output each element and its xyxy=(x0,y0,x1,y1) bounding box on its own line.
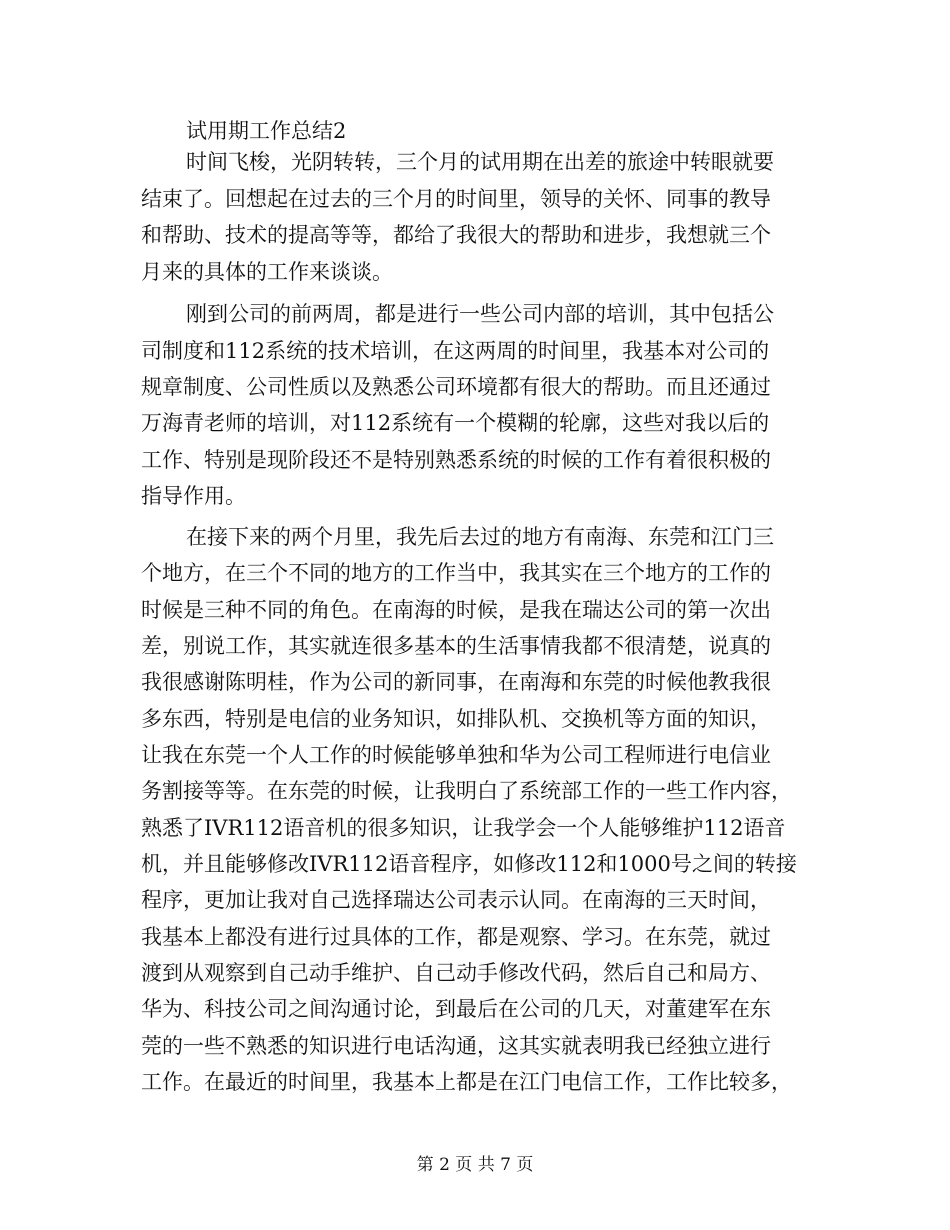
page-number-footer: 第 2 页 共 7 页 xyxy=(416,1155,534,1175)
text-line: 和帮助、技术的提高等等，都给了我很大的帮助和进步，我想就三个 xyxy=(141,223,771,247)
text-line: 时间飞梭，光阴转转，三个月的试用期在出差的旅途中转眼就要 xyxy=(186,150,774,174)
text-line: 华为、科技公司之间沟通讨论，到最后在公司的几天，对董建军在东 xyxy=(141,997,771,1021)
text-line: 我很感谢陈明桂，作为公司的新同事，在南海和东莞的时候他教我很 xyxy=(141,670,771,694)
text-line: 规章制度、公司性质以及熟悉公司环境都有很大的帮助。而且还通过 xyxy=(141,375,771,399)
text-line: 工作、特别是现阶段还不是特别熟悉系统的时候的工作有着很积极的 xyxy=(141,448,771,472)
text-line: 我基本上都没有进行过具体的工作，都是观察、学习。在东莞，就过 xyxy=(141,925,771,949)
text-line: 指导作用。 xyxy=(141,484,246,508)
text-line: 司制度和112系统的技术培训，在这两周的时间里，我基本对公司的 xyxy=(141,339,770,363)
text-line: 莞的一些不熟悉的知识进行电话沟通，这其实就表明我已经独立进行 xyxy=(141,1034,771,1058)
text-line: 熟悉了IVR112语音机的很多知识，让我学会一个人能够维护112语音 xyxy=(141,816,786,840)
text-line: 个地方，在三个不同的地方的工作当中，我其实在三个地方的工作的 xyxy=(141,561,771,585)
text-line: 机，并且能够修改IVR112语音程序，如修改112和1000号之间的转接 xyxy=(141,852,797,876)
text-line: 务割接等等。在东莞的时候，让我明白了系统部工作的一些工作内容， xyxy=(141,779,792,803)
text-line: 刚到公司的前两周，都是进行一些公司内部的培训，其中包括公 xyxy=(186,302,774,326)
text-line: 工作。在最近的时间里，我基本上都是在江门电信工作，工作比较多， xyxy=(141,1070,792,1094)
text-line: 时候是三种不同的角色。在南海的时候，是我在瑞达公司的第一次出 xyxy=(141,598,771,622)
text-line: 结束了。回想起在过去的三个月的时间里，领导的关怀、同事的教导 xyxy=(141,187,771,211)
text-line: 在接下来的两个月里，我先后去过的地方有南海、东莞和江门三 xyxy=(186,525,774,549)
text-line: 万海青老师的培训，对112系统有一个模糊的轮廓，这些对我以后的 xyxy=(141,411,770,435)
text-line: 渡到从观察到自己动手维护、自己动手修改代码，然后自己和局方、 xyxy=(141,961,771,985)
text-line: 月来的具体的工作来谈谈。 xyxy=(141,260,393,284)
text-line: 差，别说工作，其实就连很多基本的生活事情我都不很清楚，说真的 xyxy=(141,634,771,658)
text-line: 程序，更加让我对自己选择瑞达公司表示认同。在南海的三天时间， xyxy=(141,888,771,912)
text-line: 让我在东莞一个人工作的时候能够单独和华为公司工程师进行电信业 xyxy=(141,743,771,767)
text-line: 多东西，特别是电信的业务知识，如排队机、交换机等方面的知识， xyxy=(141,707,771,731)
heading-line: 试用期工作总结2 xyxy=(186,119,347,143)
